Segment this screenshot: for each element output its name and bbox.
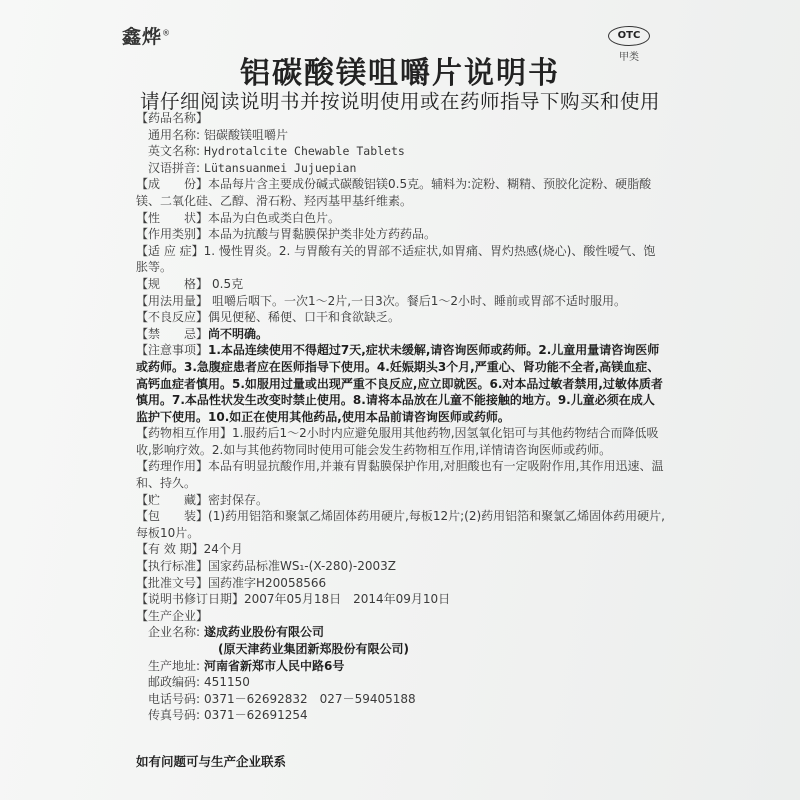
otc-badge: OTC	[608, 26, 650, 46]
manufacturer-name-label: 企业名称:	[148, 625, 201, 640]
specification-section	[136, 276, 666, 293]
approval-section	[136, 575, 666, 592]
pinyin-name-row	[136, 160, 666, 177]
precautions-text: 1.本品连续使用不得超过7天,症状未缓解,请咨询医师或药师。2.儿童用量请咨询医师或药师。3.急腹症患者应在医师指导下使用。4.妊娠期头3个月,严重心、肾功能不全者,高镁血症、高钙血症者慎用。5.如服用过量或出现严重不良反应,应立即就医。6.对本品过敏者禁用,过敏体质者慎用。7.本品性状发生改变时禁止使用。8.请将本品放在儿童不能接触的地方。9.儿童必须在成人监护下使用。10.如正在使用其他药品,使用本品前请咨询医师或药师。	[136, 343, 663, 424]
interactions-label: 【药物相互作用】	[136, 426, 233, 441]
contraindications-label: 【禁 忌】	[136, 326, 209, 341]
usage-text: 咀嚼后咽下。一次1～2片,一日3次。餐后1～2小时、睡前或胃部不适时服用。	[212, 293, 627, 308]
storage-text: 密封保存。	[208, 492, 269, 507]
document-title: 铝碳酸镁咀嚼片说明书	[240, 56, 560, 91]
contraindications-text: 尚不明确。	[208, 326, 269, 341]
standard-label: 【执行标准】	[136, 559, 209, 574]
contact-footer: 如有问题可与生产企业联系	[136, 754, 287, 769]
manufacturer-name: 遂成药业股份有限公司	[204, 625, 325, 640]
indications-section	[136, 243, 666, 276]
ingredients-text: 本品每片含主要成份碱式碳酸铝镁0.5克。辅料为:淀粉、糊精、预胶化淀粉、硬脂酸镁、二氧化硅、乙醇、滑石粉、羟丙基甲基纤维素。	[136, 177, 652, 208]
phone-row	[136, 691, 666, 708]
fax-value: 0371－62691254	[204, 708, 308, 723]
category-label: 【作用类别】	[136, 227, 209, 242]
generic-name-value: 铝碳酸镁咀嚼片	[204, 127, 289, 142]
generic-name-row	[136, 127, 666, 144]
fax-row	[136, 707, 666, 724]
interactions-section	[136, 425, 666, 458]
revision-text: 2007年05月18日 2014年09月10日	[244, 592, 451, 607]
manufacturer-former-row	[136, 641, 666, 658]
package-section	[136, 508, 666, 541]
phone-value: 0371－62692832 027－59405188	[204, 691, 416, 706]
category-text: 本品为抗酸与胃黏膜保护类非处方药药品。	[208, 227, 437, 242]
category-section	[136, 226, 666, 243]
usage-label: 【用法用量】	[136, 293, 209, 308]
reading-notice: 请仔细阅读说明书并按说明使用或在药师指导下购买和使用	[139, 90, 660, 113]
postcode-row	[136, 674, 666, 691]
insert-body	[136, 110, 666, 724]
specification-text: 0.5克	[212, 276, 244, 291]
postcode-label: 邮政编码:	[148, 675, 201, 690]
precautions-section	[136, 342, 666, 425]
specification-label: 【规 格】	[136, 276, 209, 291]
pinyin-name-label: 汉语拼音:	[148, 160, 201, 175]
properties-text: 本品为白色或类白色片。	[208, 210, 341, 225]
pharmacology-section	[136, 458, 666, 491]
manufacturer-name-row	[136, 624, 666, 641]
standard-section	[136, 558, 666, 575]
usage-section	[136, 293, 666, 310]
approval-label: 【批准文号】	[136, 575, 209, 590]
postcode-value: 451150	[204, 675, 250, 690]
pharmacology-label: 【药理作用】	[136, 459, 209, 474]
package-text: (1)药用铝箔和聚氯乙烯固体药用硬片,每板12片;(2)药用铝箔和聚氯乙烯固体药用硬片,每板10片。	[136, 509, 665, 540]
storage-label: 【贮 藏】	[136, 492, 209, 507]
adverse-section	[136, 309, 666, 326]
revision-section	[136, 591, 666, 608]
english-name-row	[136, 143, 666, 160]
ingredients-section	[136, 176, 666, 209]
validity-text: 24个月	[203, 542, 243, 557]
package-label: 【包 装】	[136, 509, 209, 524]
generic-name-label: 通用名称:	[148, 127, 201, 142]
standard-text: 国家药品标准WS₁-(X-280)-2003Z	[208, 559, 396, 574]
address-row	[136, 658, 666, 675]
brand-name: 鑫烨	[122, 26, 163, 48]
english-name-value: Hydrotalcite Chewable Tablets	[204, 144, 405, 159]
manufacturer-heading: 【生产企业】	[136, 608, 209, 623]
address-label: 生产地址:	[148, 658, 201, 673]
drug-name-heading: 【药品名称】	[136, 111, 209, 125]
indications-text: 1. 慢性胃炎。2. 与胃酸有关的胃部不适症状,如胃痛、胃灼热感(烧心)、酸性嗳气、饱胀等。	[136, 243, 656, 275]
english-name-label: 英文名称:	[148, 144, 201, 159]
approval-text: 国药准字H20058566	[208, 575, 327, 590]
properties-label: 【性 状】	[136, 210, 209, 225]
indications-label: 【适 应 症】	[136, 243, 204, 258]
phone-label: 电话号码:	[148, 691, 201, 706]
interactions-text: 1.服药后1～2小时内应避免服用其他药物,因氢氧化铝可与其他药物结合而降低吸收,影响疗效。2.如与其他药物同时使用可能会发生药物相互作用,详情请咨询医师或药师。	[136, 426, 659, 457]
adverse-label: 【不良反应】	[136, 310, 209, 325]
manufacturer-former-name: (原天津药业集团新郑股份有限公司)	[218, 642, 409, 656]
brand-logo	[122, 22, 171, 49]
pharmacology-text: 本品有明显抗酸作用,并兼有胃黏膜保护作用,对胆酸也有一定吸附作用,其作用迅速、温和、持久。	[136, 459, 664, 491]
contraindications-section	[136, 326, 666, 343]
adverse-text: 偶见便秘、稀便、口干和食欲缺乏。	[208, 310, 401, 325]
fax-label: 传真号码:	[148, 708, 201, 723]
properties-section	[136, 210, 666, 227]
address-value: 河南省新郑市人民中路6号	[204, 658, 345, 673]
registered-mark: ®	[162, 28, 172, 38]
ingredients-label: 【成 份】	[136, 177, 209, 192]
otc-class-label: 甲类	[619, 52, 639, 63]
storage-section	[136, 492, 666, 509]
pinyin-name-value: Lütansuanmei Jujuepian	[204, 160, 357, 175]
validity-section	[136, 541, 666, 558]
revision-label: 【说明书修订日期】	[136, 592, 245, 607]
precautions-label: 【注意事项】	[136, 343, 209, 358]
validity-label: 【有 效 期】	[136, 542, 204, 557]
